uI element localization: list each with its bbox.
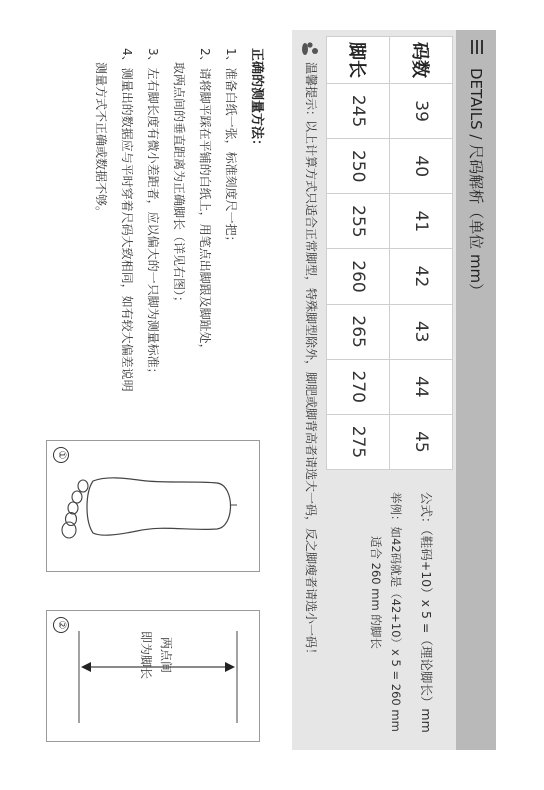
foot-length-cell: 250 xyxy=(327,139,390,194)
foot-illustration-box xyxy=(46,440,260,572)
menu-icon xyxy=(470,40,484,54)
length-illustration-box xyxy=(46,610,260,742)
size-cell: 45 xyxy=(390,414,453,469)
page-title: DETAILS / 尺码解析（单位 mm） xyxy=(467,68,485,299)
measure-step: 2、请将脚平踩在平铺的白纸上，用笔点出脚跟及脚趾处， xyxy=(198,48,212,356)
foot-length-cell: 245 xyxy=(327,84,390,139)
size-cell: 42 xyxy=(390,249,453,304)
measure-step: 测量方式不正确或数据不够。 xyxy=(94,62,108,219)
table-row-foot-length xyxy=(327,37,390,470)
foot-outline-icon xyxy=(47,441,259,571)
foot-length-cell: 260 xyxy=(327,249,390,304)
table-row-sizes xyxy=(390,37,453,470)
formula-line: 公式：（鞋码+10）x 5 =（理论脚长）mm xyxy=(419,492,434,733)
foot-length-cell: 275 xyxy=(327,414,390,469)
length-label: 两点间 xyxy=(159,637,173,674)
measure-step: 4、测量出的数据应与平时穿着尺码大致相同，如有较大偏差说明 xyxy=(120,48,134,392)
row-header-foot-length: 脚长 xyxy=(327,37,390,84)
size-cell: 44 xyxy=(390,359,453,414)
tip-text: 以上计算方式只适合正常脚型，特殊脚型除外，脚肥或脚背高者请选大一码，反之脚瘦者请选小一码！ xyxy=(304,120,318,661)
length-label: 即为脚长 xyxy=(139,631,153,680)
foot-length-cell: 255 xyxy=(327,194,390,249)
foot-length-cell: 265 xyxy=(327,304,390,359)
row-header-size: 码数 xyxy=(390,37,453,84)
size-cell: 41 xyxy=(390,194,453,249)
size-cell: 39 xyxy=(390,84,453,139)
measure-title: 正确的测量方法： xyxy=(249,48,264,153)
foot-length-cell: 270 xyxy=(327,359,390,414)
header-bar xyxy=(456,30,496,750)
size-cell: 40 xyxy=(390,139,453,194)
tip-label: 温馨提示： xyxy=(304,62,318,123)
step-number-badge: ① xyxy=(53,447,69,463)
measure-step: 3、左右脚长度有微小差距者，应以偏大的一只脚为测量标准； xyxy=(146,48,160,380)
formula-example: 举例：如42码就是（42+10）x 5 = 260 mm xyxy=(389,492,403,732)
formula-result: 适合 260 mm 的脚长 xyxy=(369,536,383,649)
measure-step: 取两点间的垂直距离为正确脚长（详见右图）； xyxy=(172,62,186,309)
size-table xyxy=(326,36,453,470)
step-number-badge: ② xyxy=(53,617,69,633)
size-cell: 43 xyxy=(390,304,453,359)
measure-step: 1、准备白纸一张，标准刻度尺一把； xyxy=(224,48,238,248)
tip-icon xyxy=(301,38,319,58)
